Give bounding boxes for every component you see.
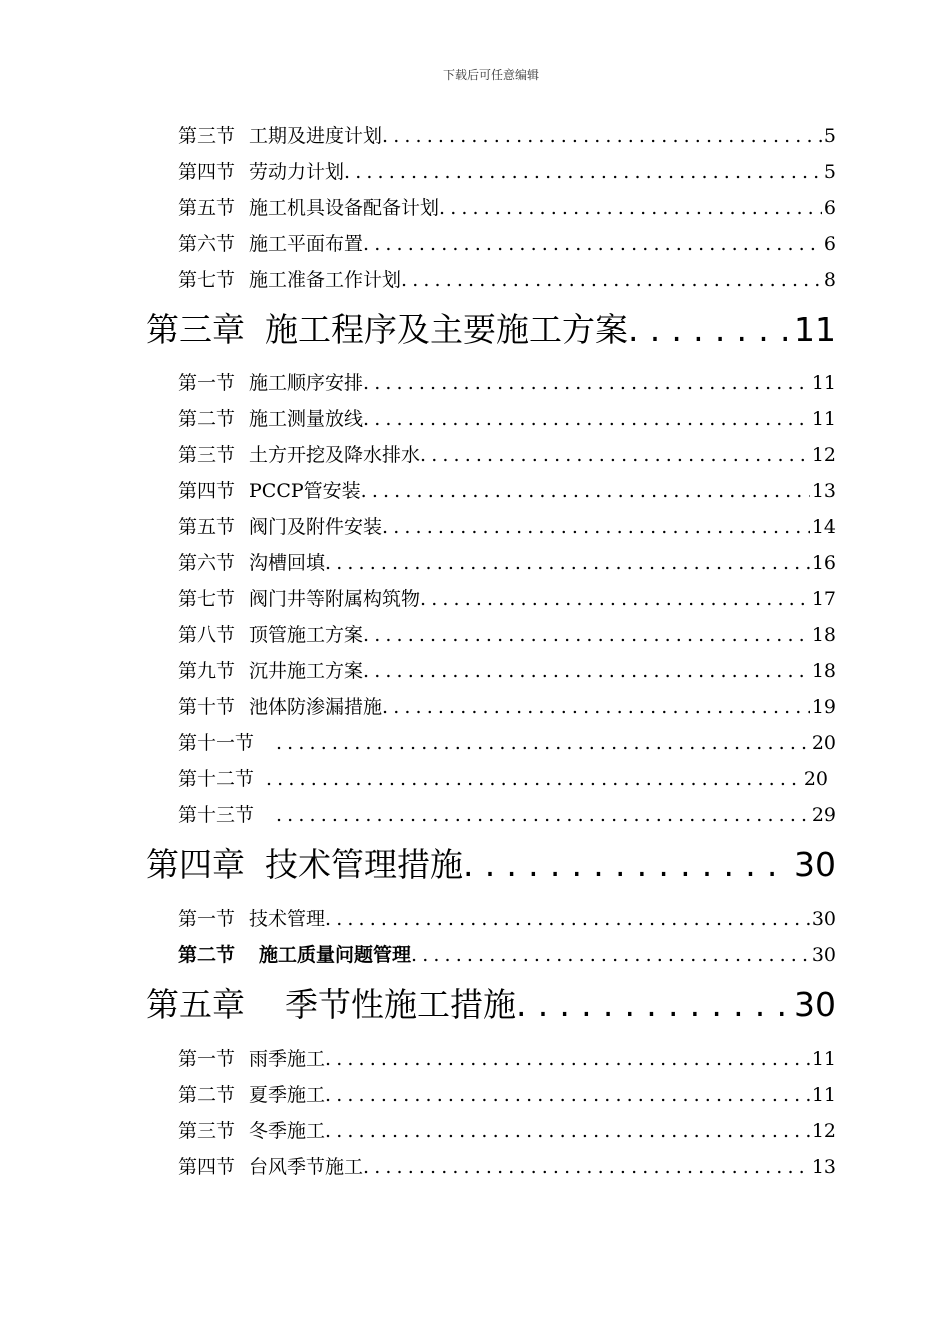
- toc-entry-title: 阀门及附件安装: [249, 516, 383, 538]
- toc-entry[interactable]: [178, 549, 836, 577]
- toc-entry[interactable]: [178, 621, 836, 649]
- toc-entry[interactable]: [178, 441, 836, 469]
- toc-entry-title: 顶管施工方案: [249, 624, 364, 646]
- toc-entry-title: 台风季节施工: [249, 1156, 364, 1178]
- toc-entry-number: 第五节: [178, 516, 236, 538]
- toc-entry-number: 第二节: [178, 1084, 236, 1106]
- toc-entry-title: 施工机具设备配备计划: [249, 197, 440, 219]
- dot-leader: [382, 513, 810, 541]
- dot-leader: [325, 549, 810, 577]
- toc-entry-page: 16: [810, 549, 836, 577]
- dot-leader: [276, 801, 810, 829]
- toc-entry[interactable]: [178, 941, 836, 969]
- toc-entry-number: 第八节: [178, 624, 236, 646]
- toc-entry[interactable]: [178, 369, 836, 397]
- dot-leader: [363, 657, 810, 685]
- toc-entry-number: 第六节: [178, 552, 236, 574]
- toc-entry-page: 11: [810, 405, 836, 433]
- dot-leader: [276, 729, 810, 757]
- toc-entry-title: 施工测量放线: [249, 408, 364, 430]
- toc-chapter-page: 30: [792, 983, 836, 1027]
- toc-entry[interactable]: [178, 158, 836, 186]
- toc-entry-title: 工期及进度计划: [249, 125, 383, 147]
- toc-chapter-entry[interactable]: [146, 983, 836, 1027]
- toc-chapter-number: 第四章: [146, 845, 245, 884]
- toc-entry-number: 第一节: [178, 1048, 236, 1070]
- toc-entry[interactable]: [178, 657, 836, 685]
- toc-entry-title: 施工平面布置: [249, 233, 364, 255]
- toc-entry-page: 6: [822, 230, 836, 258]
- toc-entry-page: 18: [810, 657, 836, 685]
- toc-entry[interactable]: [178, 801, 836, 829]
- dot-leader: [361, 477, 810, 505]
- toc-entry[interactable]: [178, 477, 836, 505]
- toc-entry-page: 19: [810, 693, 836, 721]
- toc-entry-number: 第三节: [178, 125, 236, 147]
- toc-entry-number: 第七节: [178, 269, 236, 291]
- toc-entry-number: 第一节: [178, 372, 236, 394]
- toc-entry-page: 11: [810, 369, 836, 397]
- dot-leader: [363, 230, 822, 258]
- page-header: 下载后可任意编辑: [442, 68, 539, 82]
- dot-leader: [363, 405, 810, 433]
- dot-leader: [363, 621, 810, 649]
- dot-leader: [420, 585, 810, 613]
- dot-leader: [325, 1081, 810, 1109]
- toc-entry-page: 20: [810, 729, 836, 757]
- toc-entry[interactable]: [178, 1153, 836, 1181]
- toc-entry-number: 第四节: [178, 480, 236, 502]
- dot-leader: [325, 1117, 810, 1145]
- toc-entry-title: 沟槽回填: [249, 552, 326, 574]
- dot-leader: [516, 983, 792, 1027]
- dot-leader: [382, 122, 822, 150]
- toc-chapter-entry[interactable]: [146, 308, 836, 352]
- dot-leader: [325, 1045, 810, 1073]
- toc-entry-page: 12: [810, 1117, 836, 1145]
- toc-entry-page: 29: [810, 801, 836, 829]
- toc-entry-title: 土方开挖及降水排水: [249, 444, 421, 466]
- toc-entry-title: 夏季施工: [249, 1084, 326, 1106]
- dot-leader: [420, 441, 810, 469]
- toc-entry[interactable]: [178, 194, 836, 222]
- toc-entry-number: 第三节: [178, 444, 236, 466]
- toc-entry-page: 8: [822, 266, 836, 294]
- dot-leader: [363, 1153, 810, 1181]
- toc-entry-number: 第三节: [178, 1120, 236, 1142]
- toc-entry-title: 沉井施工方案: [249, 660, 364, 682]
- toc-entry-number: 第十三节: [178, 804, 255, 826]
- toc-entry-title: 施工准备工作计划: [249, 269, 402, 291]
- toc-entry-page: 30: [810, 905, 836, 933]
- toc-entry-page: 30: [810, 941, 836, 969]
- toc-entry-number: 第十节: [178, 696, 236, 718]
- toc-entry-page: 5: [822, 122, 836, 150]
- toc-entry-number: 第十二节: [178, 768, 255, 790]
- toc-entry-page: 17: [810, 585, 836, 613]
- dot-leader: [401, 266, 822, 294]
- toc-entry-title: 冬季施工: [249, 1120, 326, 1142]
- toc-entry-number: 第四节: [178, 161, 236, 183]
- toc-entry-page: 11: [810, 1081, 836, 1109]
- dot-leader: [266, 765, 802, 793]
- toc-entry-number: 第四节: [178, 1156, 236, 1178]
- toc-chapter-page: 11: [792, 308, 836, 352]
- toc-chapter-title: 技术管理措施: [265, 845, 463, 884]
- toc-chapter-number: 第五章: [146, 985, 245, 1024]
- dot-leader: [325, 905, 810, 933]
- toc-entry-page: 5: [822, 158, 836, 186]
- toc-entry[interactable]: [178, 122, 836, 150]
- toc-entry-page: 13: [810, 477, 836, 505]
- toc-entry[interactable]: [178, 693, 836, 721]
- toc-entry-number: 第二节: [178, 944, 236, 966]
- toc-entry[interactable]: [178, 266, 836, 294]
- toc-entry-number: 第二节: [178, 408, 236, 430]
- toc-entry-title: 劳动力计划: [249, 161, 345, 183]
- toc-entry-page: 18: [810, 621, 836, 649]
- toc-entry-page: 12: [810, 441, 836, 469]
- dot-leader: [344, 158, 822, 186]
- toc-entry-number: 第五节: [178, 197, 236, 219]
- toc-chapter-title: 施工程序及主要施工方案: [265, 310, 628, 349]
- toc-entry-title: 雨季施工: [249, 1048, 326, 1070]
- toc-entry-number: 第一节: [178, 908, 236, 930]
- toc-entry-page: 14: [810, 513, 836, 541]
- toc-entry-number: 第十一节: [178, 732, 255, 754]
- dot-leader: [439, 194, 822, 222]
- toc-entry-title: 施工质量问题管理: [259, 944, 412, 966]
- toc-entry[interactable]: [178, 905, 836, 933]
- dot-leader: [363, 369, 810, 397]
- toc-entry-title: 技术管理: [249, 908, 326, 930]
- dot-leader: [628, 308, 792, 352]
- toc-chapter-page: 30: [792, 843, 836, 887]
- dot-leader: [463, 843, 792, 887]
- toc-entry-title: 施工顺序安排: [249, 372, 364, 394]
- toc-entry[interactable]: [178, 729, 836, 757]
- dot-leader: [411, 941, 810, 969]
- toc-entry-page: 13: [810, 1153, 836, 1181]
- toc-chapter-number: 第三章: [146, 310, 245, 349]
- toc-entry-page: 6: [822, 194, 836, 222]
- toc-entry[interactable]: [178, 513, 836, 541]
- toc-entry[interactable]: [178, 1081, 836, 1109]
- toc-entry[interactable]: [178, 1045, 836, 1073]
- toc-chapter-title: 季节性施工措施: [285, 985, 516, 1024]
- toc-entry-title: PCCP管安装: [249, 480, 361, 502]
- toc-entry-number: 第六节: [178, 233, 236, 255]
- toc-entry[interactable]: [178, 1117, 836, 1145]
- toc-entry-title: 阀门井等附属构筑物: [249, 588, 421, 610]
- toc-entry-number: 第九节: [178, 660, 236, 682]
- dot-leader: [382, 693, 810, 721]
- toc-entry[interactable]: [178, 405, 836, 433]
- toc-entry[interactable]: [178, 585, 836, 613]
- toc-entry-number: 第七节: [178, 588, 236, 610]
- toc-entry-page: 20: [802, 765, 828, 793]
- toc-entry-page: 11: [810, 1045, 836, 1073]
- toc-chapter-entry[interactable]: [146, 843, 836, 887]
- toc-entry-title: 池体防渗漏措施: [249, 696, 383, 718]
- toc-entry[interactable]: [178, 765, 828, 793]
- toc-entry[interactable]: [178, 230, 836, 258]
